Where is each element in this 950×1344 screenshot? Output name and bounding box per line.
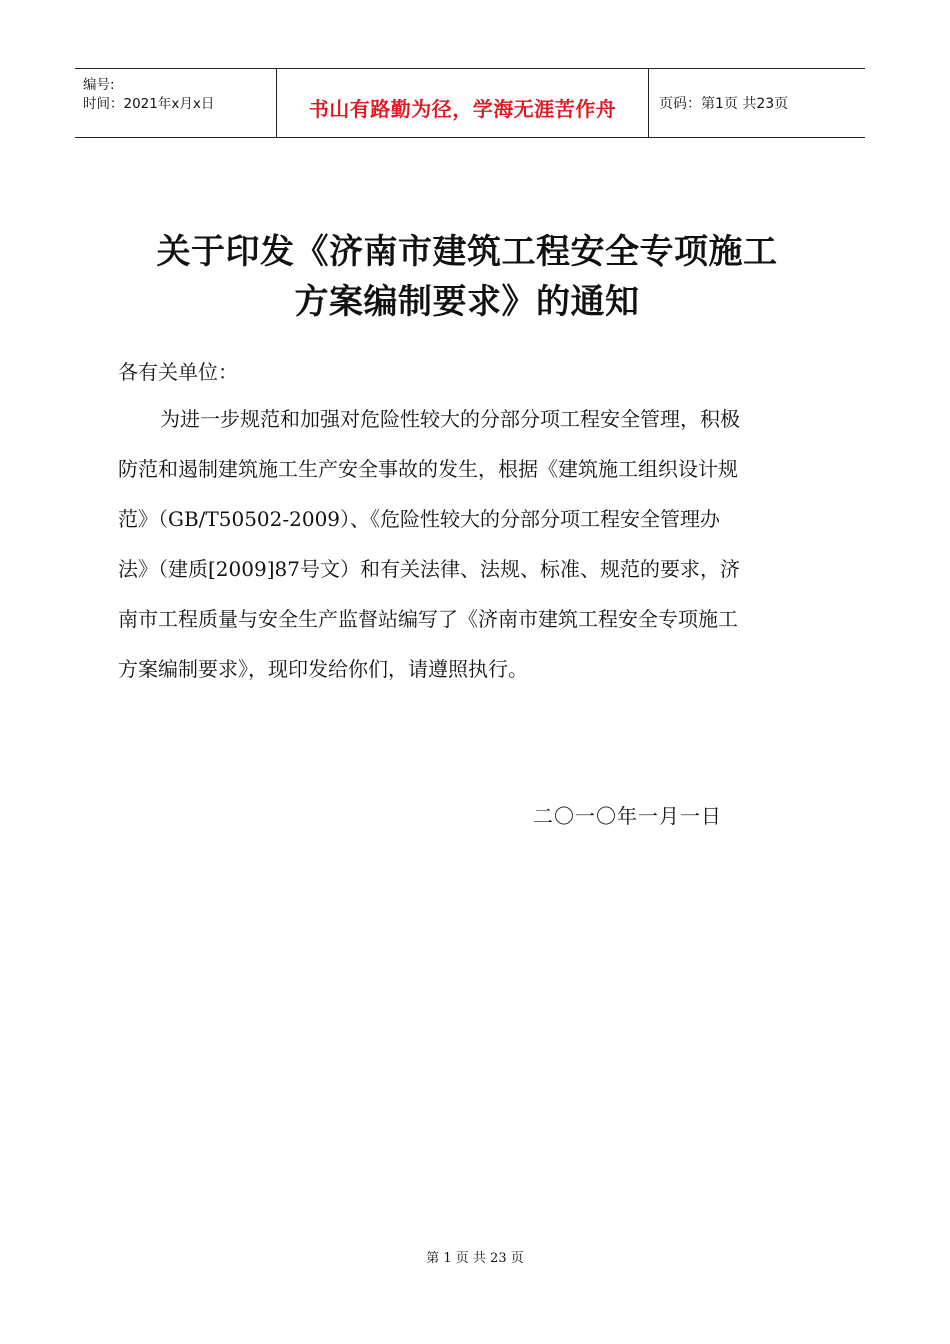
page-header <box>75 68 865 138</box>
document-title-line-2: 方案编制要求》的通知 <box>294 282 640 322</box>
body-line-1: 为进一步规范和加强对危险性较大的分部分项工程安全管理，积极 <box>160 407 740 431</box>
body-line-4: 法》（建质[2009]87号文）和有关法律、法规、标准、规范的要求，济 <box>118 557 740 581</box>
body-line-3: 范》（GB/T50502-2009）、《危险性较大的分部分项工程安全管理办 <box>118 507 721 531</box>
header-meta <box>75 69 277 137</box>
header-page-info <box>649 69 865 137</box>
body-line-6: 方案编制要求》，现印发给你们，请遵照执行。 <box>118 657 528 681</box>
time-label: 时间：2021年x月x日 <box>83 96 215 112</box>
salutation: 各有关单位： <box>118 360 238 384</box>
document-title-line-1: 关于印发《济南市建筑工程安全专项施工 <box>156 232 778 272</box>
body-line-5: 南市工程质量与安全生产监督站编写了《济南市建筑工程安全专项施工 <box>118 607 738 631</box>
number-label: 编号: <box>83 77 115 93</box>
header-motto-cell <box>277 69 649 137</box>
body-line-2: 防范和遏制建筑施工生产安全事故的发生，根据《建筑施工组织设计规 <box>118 457 738 481</box>
motto-text: 书山有路勤为径，学海无涯苦作舟 <box>308 96 617 121</box>
page-footer: 第 1 页 共 23 页 <box>426 1251 524 1266</box>
document-date: 二〇一〇年一月一日 <box>533 804 722 828</box>
page-info-text: 页码：第1页 共23页 <box>659 96 789 112</box>
